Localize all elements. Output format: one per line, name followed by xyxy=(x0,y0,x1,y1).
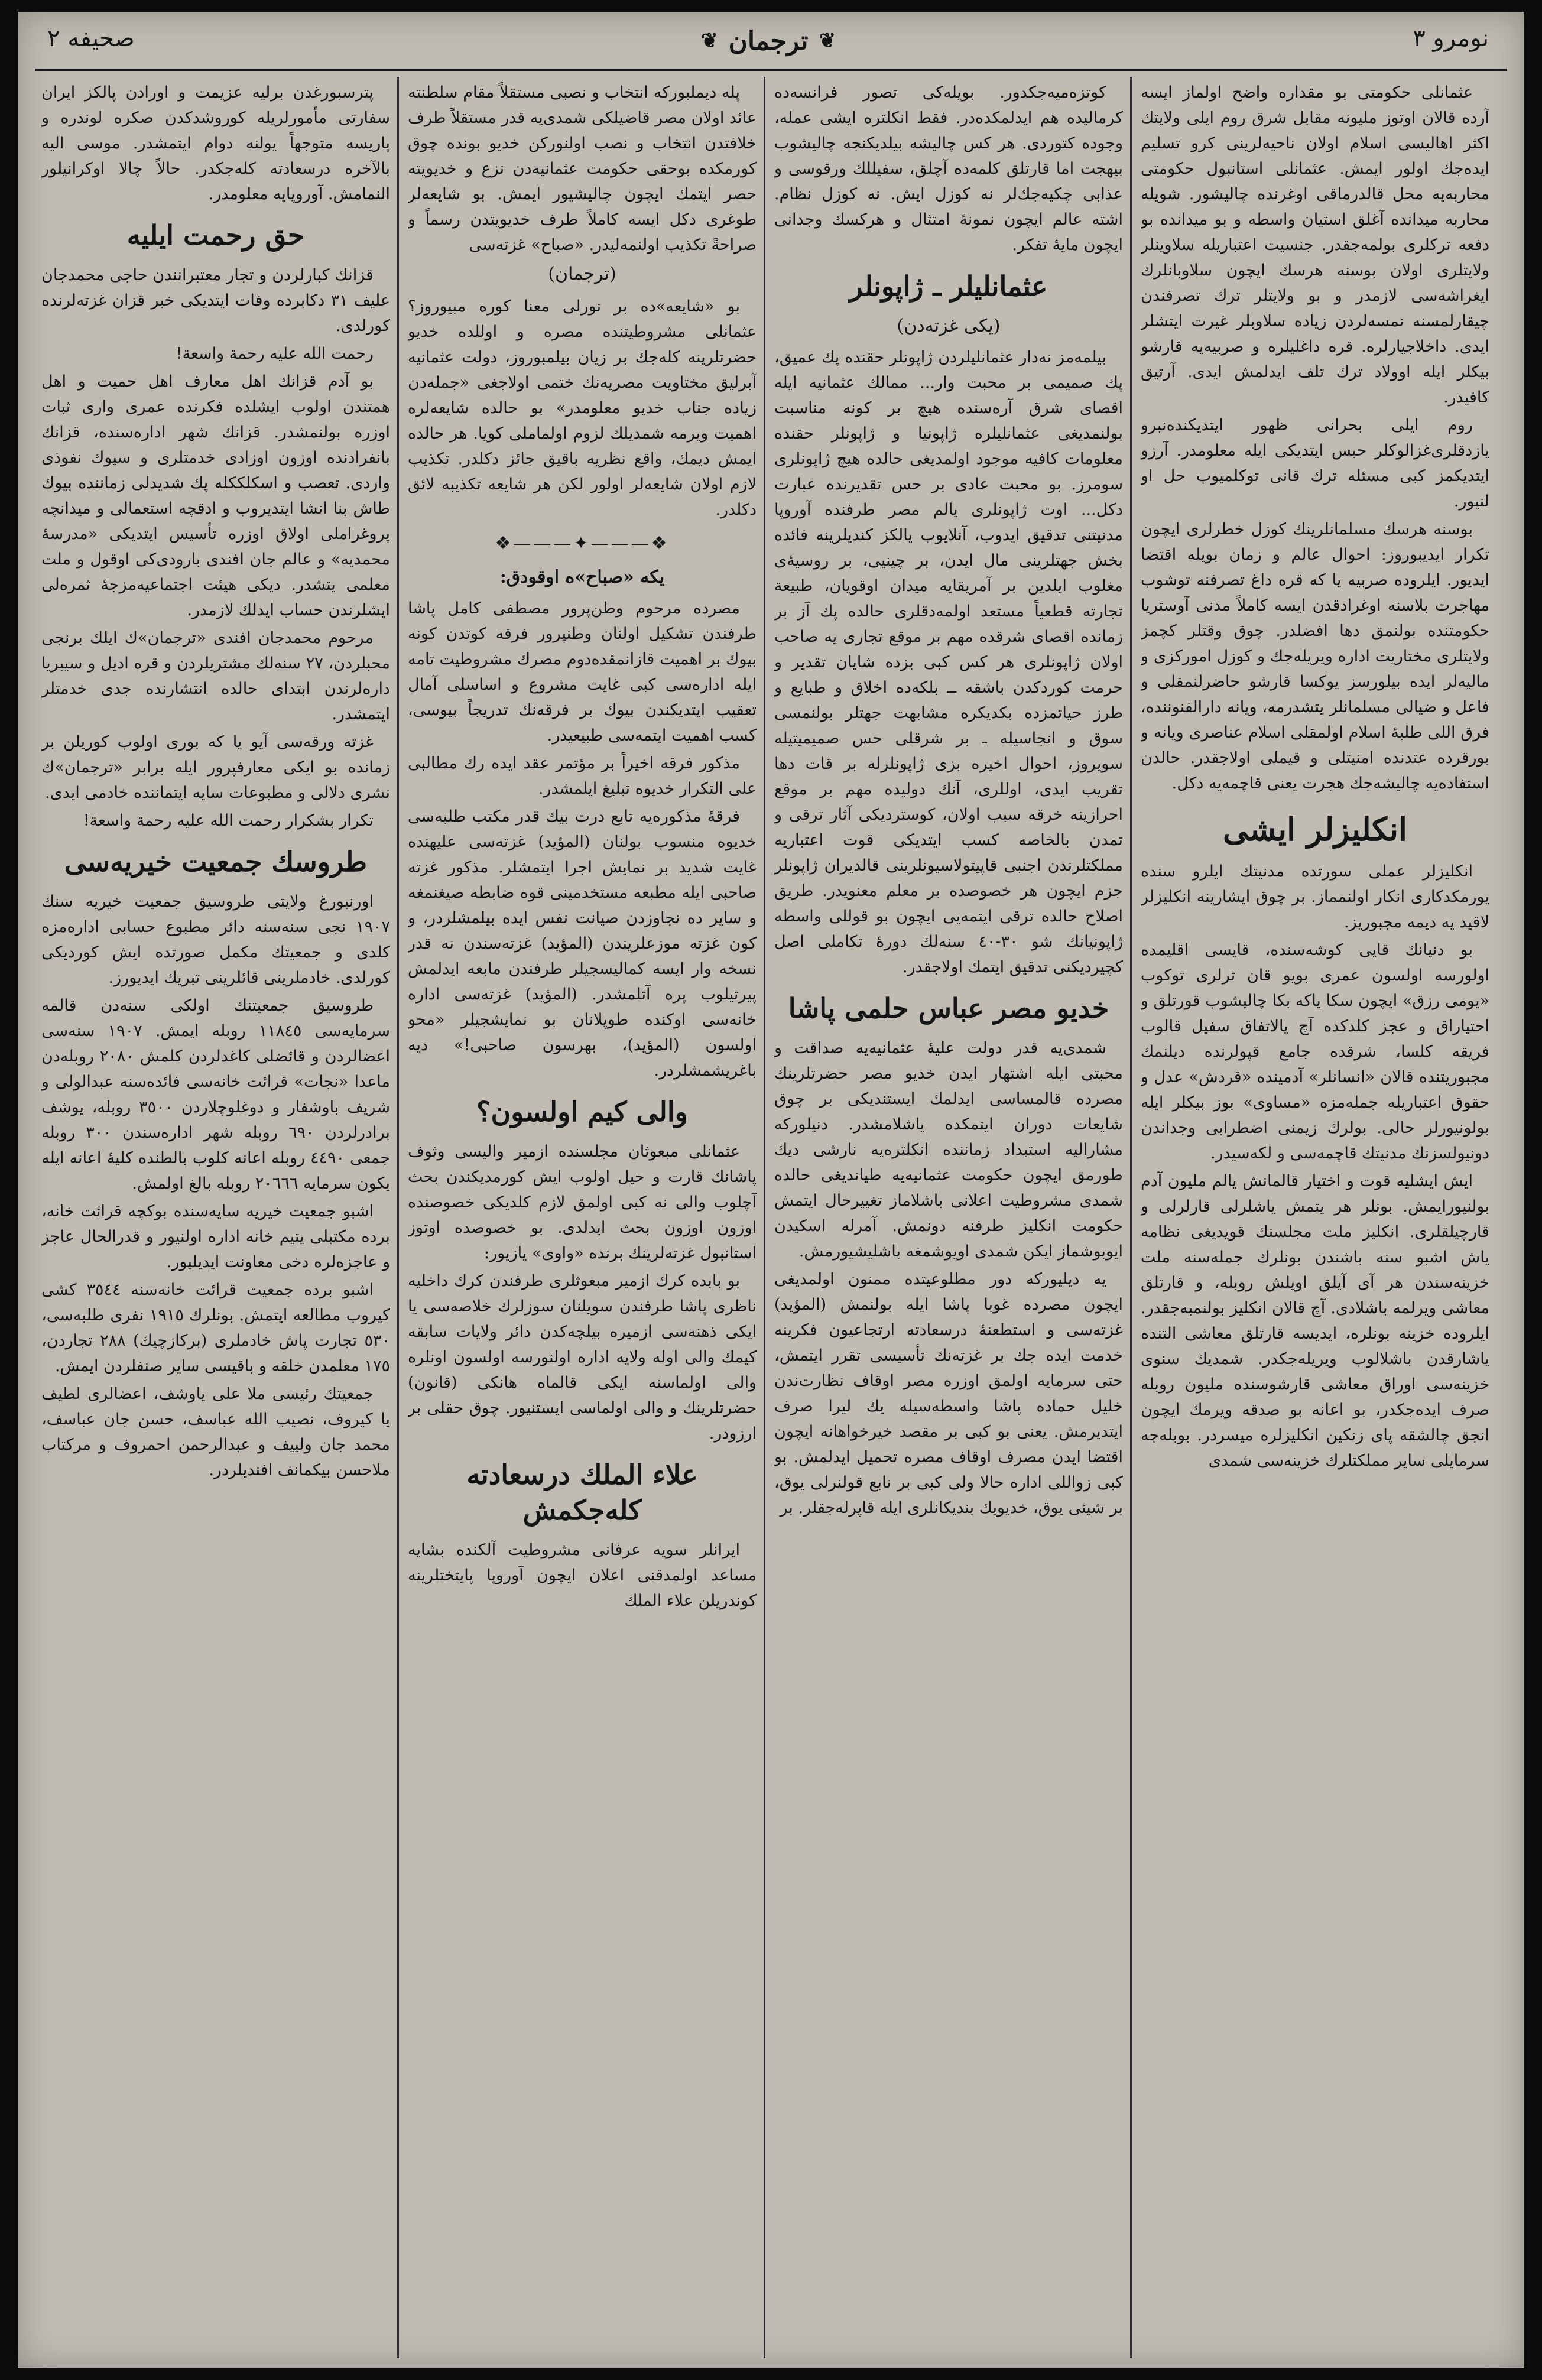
masthead xyxy=(18,12,1524,71)
article-text: مذكور فرقه اخيراً بر مؤتمر عقد ايده رك مطالبی علی التكرار خديوه تبليغ ايلمشدر. xyxy=(408,754,757,798)
article-text: بو «شايعه»ده بر تورلی معنا كوره مبيوروز؟ عثمانلی مشروطيتنده مصره و اوللده خديو حضرتلرينه كله‌جك بر زيان بيلمبوروز، دولت عثمانيه آبرليق مختاويت مصريه‌نك ختمی اولاجغی «جمله‌دن زياده جناب خديو معلومدر» بو حالده شايعه‌لره اهميت ويرمه شمديلك لزوم اولماملی كويا. هر حالده ايمش ديمك، واقع نظريه باقيق جائز دكلدر. تكذيب لازم اولان شايعه‌لر اولور لكن هر شايعه تكذيبه لائق دكلدر. xyxy=(408,297,757,519)
article-source: (يكی غزته‌دن) xyxy=(897,316,1001,336)
column-divider xyxy=(397,77,399,2358)
article-text: پله ديملبوركه انتخاب و نصبی مستقلاً مقام سلطنته عائد اولان مصر قاضيلكی شمدی‌يه قدر مستقلاً طرف خلافتدن انتخاب و نصب اولنوركن خديو بونده چوق كورمكده بوحقی حكومت عثمانيه‌دن نزع و خديويته حصر ايتمك ايچون چاليشيور ايمش. بو شايعه‌لر طوغری دكل ايسه كاملاً طرف خديويتدن رسماً و صراحةً تكذيب اولنمه‌ليدر. «صباح» غزته‌سی xyxy=(408,83,757,254)
article-title: علاء الملك درسعادته كله‌جكمش xyxy=(466,1459,698,1526)
article-text: بيلمه‌مز نه‌دار عثمانليلردن ژاپونلر حقنده پك عميق، پك صميمی بر محبت وار... ممالك عثمانيه ايله اقصای شرق آره‌سنده هيچ بر كونه مناسبت بولنمديغی عثمانليلره ژاپونيا و ژاپونلر حقنده معلومات كافيه موجود اولمديغی حالده هيچ ژاپونلری سومرز. بو محبت عادی بر حس تقديرنده عبارت دكل... اوت ژاپونلری يالم مصر طرفنده آوروپا مدنيتنی تدقيق ايدوب، آنلايوب يالكز كنديلرينه فائده بخش جهتلرينی مال ايدن، بر چينيی، بر روسيه‌ٔی مغلوب ايلدين بر آمريقايه ميدان اوقويان، طبيعة تجارته قطعياً مستعد اولمه‌دقلری حالده پك آز بر زمانده اقصای شرقده مهم بر موقع تجاری يه صاحب اولان ژاپونلری هر كس كبی بزده شايان تقدير و حرمت كوردكدن باشقه ــ بلكه‌ده اخلاق و طبايع و طرز حياتمزده بكديكره مشابهت جهتلر بولنمسی سوق و انجاسيله ـ بر شرقلی حس صميميتيله سويروز، احوال اخيره بزی ژاپونلرله بر قات دها تقريب ايدی، اوللری، آنك دوليده مهم بر موقع احرازينه خرقه سبب اولان، كوسترديكی آثار ترقی و تمدن بالخاصه كسب ايتديكی قوت اعتباريه مملكتلرندن اجنبی قاپيتولاسيو‌نلرينی قالديران ژاپونلر جزم ايچون هر خصوصده بر معلم معنويدر. طريق اصلاح حالده ترقی ايتمه‌يی ايچون بو قوللی واسطه ژاپونيانك شو ٣٠-٤٠ سنه‌لك دوره‌ٔ تكاملی اصل كچيرديكنی تدقيق ايتمك اولاجقدر. xyxy=(774,348,1123,976)
article-text: فرقهٔ مذكوره‌يه تابع درت بيك قدر مكتب طلبه‌سی خديوه منسوب بولنان (المؤيد) غزته‌سی عليهنده غايت شديد بر نمايش اجرا ايتمشلر. مذكور غزته صاحبی ايله مطبعه مستخدمينی قوه ضابطه صيغنمغه و ساير ده نجاوزدن صيانت نفس ايده بيلمشلردر، و كون غزته موزعلريندن (المؤيد) غزته‌سندن نه قدر نسخه وار ايسه كماليسجيلر طرفندن مابعه ايدلمش پيرتيلوب پره آتلمشدر. (المؤيد) غزته‌سی اداره خانه‌سی اوكنده طوپلانان بو نمايشجيلر «محو اولسون (المؤيد)، بهرسون صاحبی!» ديه باغريشمشلردر. xyxy=(408,807,757,1080)
newspaper-page xyxy=(18,12,1524,2368)
article-text: مرحوم محمدجان افندی «ترجمان»ك ايلك برنجی محبلردن، ٢٧ سنه‌لك مشتريلردن و قره اديل و سيبريا داره‌لرندن ابتدای حالده انتشارنده جدی خدمتلر ايتمشدر. xyxy=(41,629,390,723)
article-text: مصرده مرحوم وطن‌پرور مصطفی كامل پاشا طرفندن تشكيل اولنان وطنپرور فرقه كوتدن كونه بيوك بر اهميت قازانمقده‌دوم مصرك مشروطيت تامه ايله اداره‌سی كبی غايت مشروع و اساسلی آمال تعقيب ايتديكندن بيوك بر فرقه‌نك تدريجاً بيوسی، كسب اهميت ايتمه‌سی طبيعيدر. xyxy=(408,599,757,745)
article-text: يه ديليوركه دور مطلوعيتده ممنون اولمديغی ايچون مصرده غوبا پاشا ايله بولنمش (المؤيد) غزته‌سی و استطعنه‌ٔ درسعادته ارتجاعيون فكرينه خدمت ايده جك بر غزته‌نك تأسيسی تقرر ايتمش، حتی سرمايه اولمق اوزره مصر اوقاف نظارت‌ندن خليل حماده پاشا واسطه‌سيله يك ليرا صرف ايتديرمش. يعنی بو كبی بر مقصد خيرخواهانه ايچون اقتضا ايدن مصرف اوقاف مصره تحميل ايدلمش. بو كبی زواللی اداره حالا ولی كبی بر نابع قولنرلی يوق، بر شيئی يوق، خديويك بنديكانلری ايله قاپرله‌جقلر. بر xyxy=(774,1270,1123,1517)
article-text: عثمانلی حكومتی بو مقداره واضح اولماز ايسه آرده قالان اوتوز مليونه مقابل شرق روم ايلی ولايتك اكثر اهاليسی اسلام اولان ناحيه‌لرينی كرو تسليم ايده‌جك اولور ايمش. عثمانلی استانبول حكومتی محاربه‌يه محل قالدرماقی اوغرنده چاليشور. شويله محاربه ميدانده آغلق استيان واسطه و بو ميدانده بو دفعه تركلری بولمه‌جقدر. جنسيت اعتباريله سلاوينلر ولايتلری اولان بوسنه هرسك ايچون سلاوبانلرك ايغراشه‌سی لازمدر و بو ولايتلر ترك تصرفندن چيقارلمسنه نمسه‌لردن زياده سلاوبلر غيرت ايتشلر ايدی. داخلاجيارلره. قره داغليلره و صربيه‌يه قارشو بيكلر ايله اوولاد ترك تلف ايدلمش ايدی. آرتيق كافيدر. xyxy=(1141,83,1489,407)
article-text: روم ايلی بحرانی ظهور ايتديكنده‌نبرو يازدقلری‌غزالوكلر حبس ايتديكی ايله معلومدر. آرزو ايتديكمز كبی مسئله ترك قانی توكلميوب حل او لنيور. xyxy=(1141,416,1489,511)
article-text: طروسيق جمعيتنك اولكی سنه‌دن قالمه سرمايه‌سی ١١٨٤٥ روبله ايمش. ١٩٠٧ سنه‌سی اعضالردن و قائضلی كاغدلردن كلمش ٢٠٨٠ روبله‌دن ماعدا «نجات» قرائت خانه‌سی فائده‌سنه عبدالولی و شريف باوشفار و دوغلوچلاردن ٣٥٠٠ روبله، يوشف برادرلردن ٦٩٠ روبله شهر اداره‌سندن ٣٠٠ روبله جمعی ٤٤٩٠ روبله اعانه كلوب بالطنده كليه‌ٔ اعانه ايله يكون سرمايه ٢٠٦٦٦ روبله بالغ اولمش. xyxy=(41,996,390,1193)
ornament-icon: ❦ xyxy=(701,29,718,53)
article-text: كوتزه‌ميه‌جكدور. بويله‌كی تصور فرانسه‌ده كرماليده هم ايدلمكده‌در. فقط انكلتره ايشی عمله، وجوده كتوردی. هر كس چاليشه بيلديكنجه چاليشوب بيهجت اما قارتلق كلمه‌ده آچلق، سفيللك ورقوسی و عذابی چكيه‌جك‌لر نه كوزل ايش. نه كوزل نظام. اشته عالم ايچون نمونهٔ امتثال و هركسك وجدانی ايچون مايهٔ تفكر. xyxy=(774,83,1123,254)
article-title: والی كيم اولسون؟ xyxy=(476,1096,688,1128)
newspaper-title: ترجمان xyxy=(728,25,809,56)
issue-number: نومرو ٣ xyxy=(1413,25,1489,52)
column-1 xyxy=(41,80,390,2355)
column-divider xyxy=(1130,77,1132,2358)
page-number: صحيفه ٢ xyxy=(47,25,135,52)
article-text: اورنبورغ ولايتی طروسيق جمعيت خيريه سنك ١٩٠٧ نجی سنه‌سنه دائر مطبوع حسابی اداره‌مزه كلدی و جمعيتك مكمل صورتده ايش كورديكی كورلدی. خادملرينی قائلرينی تبريك ايديورز. xyxy=(41,892,390,987)
article-text: ايش ايشليه قوت و اختيار قالمانش يالم مليون آدم بولنيورايمش. بونلر هر يتمش ياشلرلی قارلرلی و قارچيلقلری. انكليز ملت مجلسنك قويديغی نظامه ياش اشبو سنه باشندن بونلرك جمله‌سنه ملت خزينه‌سندن هر آی آيلق اويلش روبله، و قارتلق معاشی ويرلمه باشلادی. آچ قالان انكليز بولنمبه‌جقدر. ايلروده خزينه بونلره، ايديسه قارتلق معاشی التنده ياشارقدن باشلالوب ويريله‌جكدر. شمديك سنوی خزينه‌سی اوراق معاشی قارشوسنده مليون روبله صرف ايده‌جكدر، بو اعانه بو صدقه ويرمك ايچون انجق چالشقه‌ پای زنكين انكليزلره ميسردر. بوبله‌جه سرمايلی ساير مملكتلرك خزينه‌سی شمدی xyxy=(1141,1172,1489,1470)
article-title: عثمانليلر ـ ژاپونلر xyxy=(849,270,1048,302)
article-title: انكليزلر ايشی xyxy=(1222,810,1408,848)
article-text: بو دنيانك قايی كوشه‌سنده، قايسی اقليمده اولورسه اولسون عمری بويو قان ترلری توكوب «يومی رزق» ايچون سكا ياكه بكا چاليشوب قورتلق و احتياراق و عجز كلدكده آچ يالاتفاق سفيل قالوب فريقه كلسا، شرقده جامع قپولرنده ديلنمك مجبوريتنده قالان «انسانلر» آدمينده «قردش» عدل و حقوق اعتباريله جمله‌مزه «مساوی» بوز بيكلر ايله بولونيورلر حالی. بولرك زيمنی اضطرابی وجداندن دونيولسزنك مدنيتك قاچمه‌سی و لكه‌سيدر. xyxy=(1141,941,1489,1163)
header-rule xyxy=(35,69,1507,71)
article-text: بوسنه هرسك مسلمانلرينك كوزل خطرلری ايچون تكرار ايديبوروز: احوال عالم و زمان بويله اقتضا ايديور. ايلروده صربيه يا كه قره داغ تصرفنه توشوب مهاجرت بلاسنه اوغرادقدن ايسه كاملاً مدنی آوستريا حكومتنده بولنمق دها افضلدر. چوق وقتلر كچمز ولايتلری مختاريت اداره ويريله‌جك و كوزل اموركزی و ماليه‌لر ايده بيلورسز يوكسا قارشو حاضرلنمقلی و فاعل و ضيالی مسلمانلر يتشدرمه، ويانه دارالفنوننده، فرق اللی طلبهٔ اسلام اولمقلی اسلام عناصری ويانه و بورقرده عتدنده امنيتلی و قيملی اولاجقدر. حالدن استفاده‌يه چاليشه‌جك هجرت يعنی قاچمه‌يه دكل. xyxy=(1141,520,1489,793)
article-text: شمدی‌يه قدر دولت عليهٔ عثمانيه‌يه صداقت و محبتی ايله اشتهار ايدن خديو مصر حضرتلرينك مصرده قالمساسی ايدلمك ايستنديكی بر چوق شايعات دوران ايتمكده ياشلامشدر. دنيلوركه مشاراليه استبداد زماننده انكلتره‌يه نارشی ديك طورمق ايچون حكومت عثمانيه‌يه طيانديغی حالده شمدی مشروطيت اعلانی باشلاماز تغييرحال ايتمش حكومت انكليز طرفنه دونمش. آمرله اسكيدن ايوبوشماز ايكن شمدی اويوشمغه باشليشيورمش. xyxy=(774,1039,1123,1261)
article-text: تكرار بشكرار رحمت الله عليه رحمة واسعة! xyxy=(83,811,374,830)
signature: (ترجمان) xyxy=(548,264,616,284)
article-text: رحمت الله عليه رحمة واسعة! xyxy=(176,345,374,363)
newspaper-title-box xyxy=(674,22,863,59)
article-title: خديو مصر عباس حلمی پاشا xyxy=(788,992,1109,1024)
column-4 xyxy=(1141,80,1489,2355)
article-text: اشبو جمعيت خيريه سايه‌سنده بوكچه قرائت خانه، برده مكتبلی يتيم خانه اداره اولنيور و قدرالحال عاجز و عاجزه‌لره دخی معاونت ايديليور. xyxy=(41,1202,390,1271)
column-3 xyxy=(774,80,1123,2355)
article-subtitle: يكه «صباح»ه اوقودق: xyxy=(499,567,665,587)
ornament-icon: ❦ xyxy=(819,29,836,53)
article-text: غزته ورقه‌سی آيو يا كه بوری اولوب كوريلن بر زمانده بو ايكی معارفپرور ايله برابر «ترجمان»ك نشری دلالی و مطبوعات سايه ايتماننده خادمی ايدی. xyxy=(41,733,390,802)
article-text: قزانك كبارلردن و تجار معتبرانندن حاجی محمدجان عليف ٣١ دكابرده وفات ايتديكی خبر قزان غزته‌لرنده كورلدی. xyxy=(41,266,390,335)
article-text: پترسبورغدن برليه عزيمت و اورادن پالكز ايران سفارتی مأمورلريله كوروشدكدن صكره لوندره و پاريسه متوجهاً يولنه دوام ايتمشدر. موسى اليه بالآخره درسعادته كله‌جكدر. حالاً چالا اوكرانيلور النمامش. آوروپايه معلومدر. xyxy=(41,83,390,203)
section-divider: ❖———✦———❖ xyxy=(495,533,670,554)
article-text: اشبو برده جمعيت قرائت خانه‌سنه ٣٥٤٤ كشی كيروب مطالعه ايتمش. بونلرك ١٩١٥ نفری طلبه‌سی، ٥٣٠ تجارت پاش خادملری (بركازچيك) ٢٨٨ تجاردن، ١٧٥ معلمدن خلقه و باقيسی ساير صنفلردن ايمش. xyxy=(41,1281,390,1375)
article-text: بو بابده كرك ازمير مبعوثلری طرفندن كرك داخليه ناظری پاشا طرفندن سويلنان سوزلرك خلاصه‌سی يا ايكی ذهنه‌سی ازميره بيلچه‌كدن دائر ولايات سابقه كيمك والی اوله ولايه اداره اولنورسه اولسون اونلره والی اولماسنه ايكی قالماه هانكی (قانون) حضرتلرينك و والی اولماسی ايستنيور. چوق حقلی بر ارزودر. xyxy=(408,1272,757,1443)
article-text: انكليزلر عملی سورتده مدنيتك ايلرو سنده يورمكدكاری انكار اولنمماز. بر چوق ايشارينه انكليزلر لاقيد يه ديمه مجبوريز. xyxy=(1141,862,1489,931)
column-2 xyxy=(408,80,757,2355)
article-title: حق رحمت ايليه xyxy=(126,219,305,251)
article-text: عثمانلی مبعوثان مجلسنده ازمير واليسی وثوف پاشانك قارت و حيل اولوب ايش كورمديكندن بحث آچلوب والی نه كبی اولمق لازم كلديكی خصوصنده اوزون اوزون بحث ايدلدی. بو خصوصده اوتوز استانبول غزته‌لرينك برنده «واوی» يازيور: xyxy=(408,1142,757,1262)
article-text: ايرانلر سويه عرفانی مشروطيت آلكنده بشايه مساعد اولمدقنی اعلان ايچون آوروپا پايتختلرينه كوندريلن علاء الملك xyxy=(408,1541,757,1610)
article-text: جمعيتك رئيسی ملا علی ياوشف، اعضالری لطيف يا كيروف، نصيب الله عباسف، حسن جان عباسف، محمد جان ولييف و عبدالرحمن احمروف و مركتاب ملاحسن بيكمانف افنديلردر. xyxy=(41,1385,390,1479)
article-text: بو آدم قزانك اهل معارف اهل حميت و اهل همتندن اولوب ايشلده فكرنده عمری وارى ثبات اوزره بولنمشدر. قزانك شهر اداره‌سنده، قزانك بانفرادنده اوزون اوزادی خدمتلری و سيوك نفوذی واردی. تعصب و اسكلككله پك شديدلی زماننده بيوك طاش بنا انشا ايتديروب و ادقچه استعمالی و ميدانچه پروغراملی اولاق اوزره تأسيس ايتديكی «مدرسهٔ محمديه» و عالم جان افندی بارودی‌كی اوقول و ملت معلمی يتشدر. ديكی هيئت اجتماعيه‌مزجه‌ٔ ثمره‌لی ايشلرندن حساب ايدلك لازمدر. xyxy=(41,372,390,619)
article-title: طروسك جمعيت خيريه‌سی xyxy=(64,846,367,878)
column-divider xyxy=(764,77,765,2358)
